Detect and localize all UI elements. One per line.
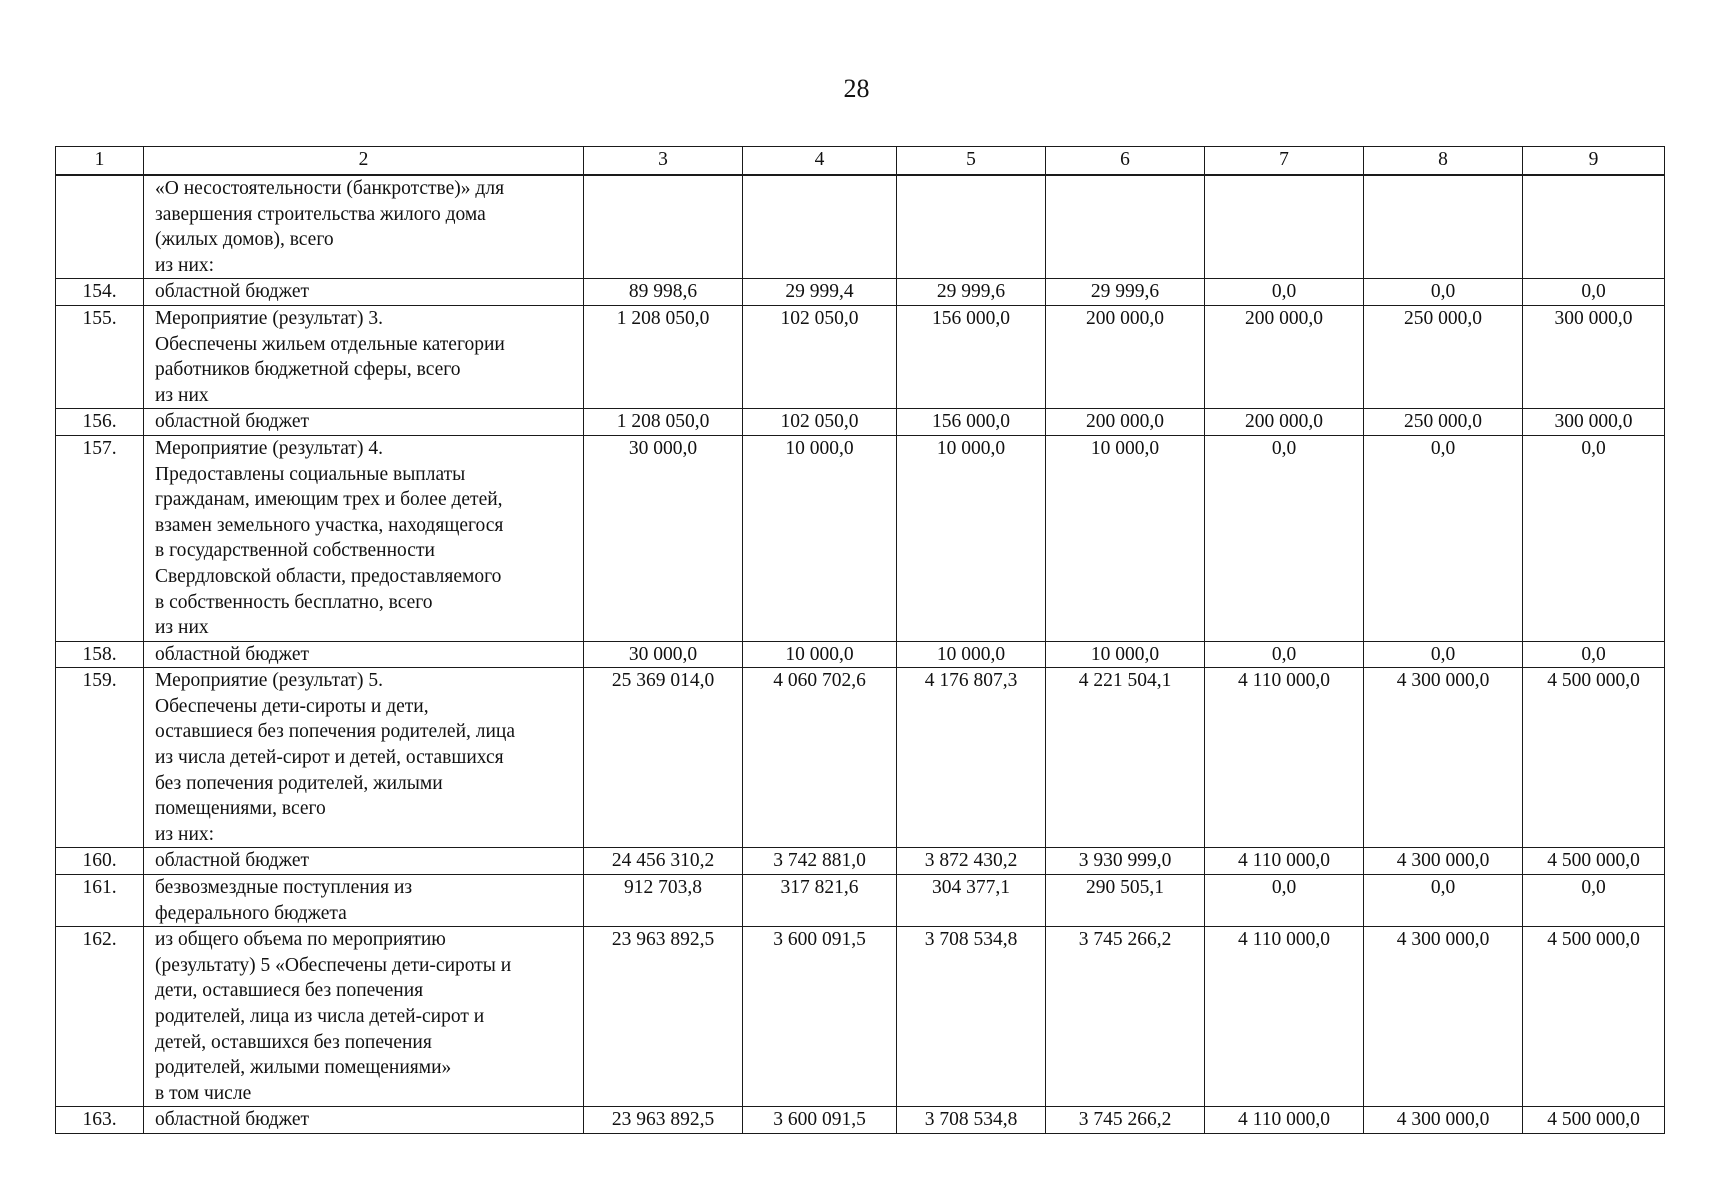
row-number: 161.: [56, 875, 144, 927]
description-line: родителей, лица из числа детей-сирот и: [155, 1006, 485, 1027]
value-cell-col-3: 1 208 050,0: [584, 409, 743, 436]
value-cell-col-9: 0,0: [1523, 279, 1665, 306]
value-cell-col-8: 4 300 000,0: [1364, 848, 1523, 875]
value-cell-col-3: [584, 175, 743, 279]
value-cell-col-9: 300 000,0: [1523, 409, 1665, 436]
value-cell-col-9: 4 500 000,0: [1523, 927, 1665, 1107]
description-line: в государственной собственности: [155, 540, 435, 562]
description-line: федерального бюджета: [155, 902, 347, 924]
value-cell-col-4: [743, 175, 897, 279]
value-cell-col-4: 3 600 091,5: [743, 1107, 897, 1134]
value-cell-col-6: [1046, 175, 1205, 279]
description-line: из них: [155, 384, 209, 406]
value-cell-col-7: 0,0: [1205, 279, 1364, 306]
value-cell-col-5: 10 000,0: [897, 641, 1046, 668]
value-cell-col-8: 4 300 000,0: [1364, 1107, 1523, 1134]
value-cell-col-6: 3 745 266,2: [1046, 927, 1205, 1107]
value-cell-col-9: 0,0: [1523, 435, 1665, 641]
column-header: 8: [1364, 147, 1523, 176]
value-cell-col-5: 156 000,0: [897, 409, 1046, 436]
value-cell-col-8: 0,0: [1364, 641, 1523, 668]
value-cell-col-7: 4 110 000,0: [1205, 1107, 1364, 1134]
value-cell-col-3: 23 963 892,5: [584, 1107, 743, 1134]
budget-table: [55, 146, 1665, 1134]
value-cell-col-7: 200 000,0: [1205, 409, 1364, 436]
value-cell-col-9: 4 500 000,0: [1523, 848, 1665, 875]
description-line: областной бюджет: [155, 1109, 310, 1131]
row-description: [144, 1107, 584, 1134]
row-number: 163.: [56, 1107, 144, 1134]
table-row: [56, 1107, 1665, 1134]
description-line: Свердловской области, предоставляемого: [155, 565, 502, 587]
row-description: [144, 641, 584, 668]
description-line: Мероприятие (результат) 3.: [155, 307, 383, 329]
row-description: [144, 279, 584, 306]
row-number: 157.: [56, 435, 144, 641]
value-cell-col-6: 3 930 999,0: [1046, 848, 1205, 875]
row-description: [144, 305, 584, 408]
description-line: безвозмездные поступления из: [155, 877, 413, 899]
description-line: в том числе: [155, 1082, 252, 1104]
description-line: Обеспечены дети-сироты и дети,: [155, 695, 429, 717]
value-cell-col-3: 1 208 050,0: [584, 305, 743, 408]
value-cell-col-7: 0,0: [1205, 875, 1364, 927]
column-header: 1: [56, 147, 144, 176]
row-number: 156.: [56, 409, 144, 436]
value-cell-col-6: 290 505,1: [1046, 875, 1205, 927]
page-number: 28: [843, 74, 870, 103]
value-cell-col-7: 200 000,0: [1205, 305, 1364, 408]
column-header: 4: [743, 147, 897, 176]
row-description: [144, 875, 584, 927]
description-line: дети, оставшиеся без попечения: [155, 980, 424, 1002]
table-row: [56, 875, 1665, 927]
row-description: [144, 927, 584, 1107]
description-line: из общего объема по мероприятию: [155, 929, 446, 951]
table-row: [56, 409, 1665, 436]
value-cell-col-5: [897, 175, 1046, 279]
value-cell-col-7: 4 110 000,0: [1205, 848, 1364, 875]
description-line: взамен земельного участка, находящегося: [155, 514, 504, 536]
value-cell-col-7: 0,0: [1205, 435, 1364, 641]
row-number: 154.: [56, 279, 144, 306]
value-cell-col-7: 4 110 000,0: [1205, 668, 1364, 848]
value-cell-col-6: 10 000,0: [1046, 641, 1205, 668]
value-cell-col-5: 29 999,6: [897, 279, 1046, 306]
table-row: [56, 641, 1665, 668]
value-cell-col-6: 3 745 266,2: [1046, 1107, 1205, 1134]
row-description: [144, 668, 584, 848]
value-cell-col-9: [1523, 175, 1665, 279]
value-cell-col-4: 10 000,0: [743, 435, 897, 641]
column-header: 5: [897, 147, 1046, 176]
row-description: [144, 409, 584, 436]
value-cell-col-6: 4 221 504,1: [1046, 668, 1205, 848]
description-line: помещениями, всего: [155, 798, 326, 820]
value-cell-col-3: 24 456 310,2: [584, 848, 743, 875]
description-line: областной бюджет: [155, 411, 310, 433]
description-line: «О несостоятельности (банкротстве)» для: [155, 178, 505, 199]
value-cell-col-3: 30 000,0: [584, 641, 743, 668]
description-line: без попечения родителей, жилыми: [155, 772, 443, 794]
value-cell-col-8: 4 300 000,0: [1364, 927, 1523, 1107]
row-number: 160.: [56, 848, 144, 875]
description-line: работников бюджетной сферы, всего: [155, 359, 461, 381]
description-line: из числа детей-сирот и детей, оставшихся: [155, 747, 504, 769]
value-cell-col-7: 0,0: [1205, 641, 1364, 668]
value-cell-col-9: 300 000,0: [1523, 305, 1665, 408]
row-number: 158.: [56, 641, 144, 668]
description-line: Обеспечены жильем отдельные категории: [155, 333, 505, 355]
description-line: Мероприятие (результат) 5.: [155, 670, 383, 692]
value-cell-col-3: 25 369 014,0: [584, 668, 743, 848]
description-line: Мероприятие (результат) 4.: [155, 437, 383, 459]
value-cell-col-8: 250 000,0: [1364, 305, 1523, 408]
table-row: [56, 305, 1665, 408]
table-row: [56, 668, 1665, 848]
row-number: [56, 175, 144, 279]
row-description: [144, 848, 584, 875]
description-line: из них:: [155, 254, 215, 276]
column-number-row: [56, 147, 1665, 176]
value-cell-col-5: 4 176 807,3: [897, 668, 1046, 848]
column-header: 6: [1046, 147, 1205, 176]
value-cell-col-9: 4 500 000,0: [1523, 1107, 1665, 1134]
value-cell-col-6: 10 000,0: [1046, 435, 1205, 641]
value-cell-col-3: 30 000,0: [584, 435, 743, 641]
table-row: [56, 279, 1665, 306]
value-cell-col-7: [1205, 175, 1364, 279]
value-cell-col-9: 0,0: [1523, 641, 1665, 668]
value-cell-col-9: 0,0: [1523, 875, 1665, 927]
column-header: 2: [144, 147, 584, 176]
table-row: [56, 435, 1665, 641]
value-cell-col-4: 102 050,0: [743, 409, 897, 436]
value-cell-col-5: 10 000,0: [897, 435, 1046, 641]
column-header: 9: [1523, 147, 1665, 176]
row-number: 159.: [56, 668, 144, 848]
value-cell-col-8: 250 000,0: [1364, 409, 1523, 436]
value-cell-col-4: 317 821,6: [743, 875, 897, 927]
value-cell-col-3: 23 963 892,5: [584, 927, 743, 1107]
value-cell-col-6: 29 999,6: [1046, 279, 1205, 306]
description-line: родителей, жилыми помещениями»: [155, 1057, 452, 1079]
description-line: гражданам, имеющим трех и более детей,: [155, 489, 503, 511]
description-line: в собственность бесплатно, всего: [155, 591, 433, 613]
table-row: [56, 927, 1665, 1107]
row-description: [144, 175, 584, 279]
table-body: [56, 147, 1665, 1134]
value-cell-col-5: 156 000,0: [897, 305, 1046, 408]
value-cell-col-8: 0,0: [1364, 435, 1523, 641]
description-line: Предоставлены социальные выплаты: [155, 463, 466, 485]
value-cell-col-8: 0,0: [1364, 875, 1523, 927]
table-row: [56, 175, 1665, 279]
value-cell-col-6: 200 000,0: [1046, 305, 1205, 408]
value-cell-col-5: 3 708 534,8: [897, 927, 1046, 1107]
value-cell-col-9: 4 500 000,0: [1523, 668, 1665, 848]
description-line: (жилых домов), всего: [155, 229, 334, 251]
description-line: из них: [155, 617, 209, 639]
value-cell-col-6: 200 000,0: [1046, 409, 1205, 436]
description-line: оставшиеся без попечения родителей, лица: [155, 721, 516, 743]
value-cell-col-4: 10 000,0: [743, 641, 897, 668]
row-number: 162.: [56, 927, 144, 1107]
value-cell-col-7: 4 110 000,0: [1205, 927, 1364, 1107]
value-cell-col-4: 3 600 091,5: [743, 927, 897, 1107]
row-description: [144, 435, 584, 641]
description-line: из них:: [155, 823, 215, 845]
value-cell-col-5: 304 377,1: [897, 875, 1046, 927]
description-line: завершения строительства жилого дома: [155, 203, 486, 225]
description-line: областной бюджет: [155, 643, 310, 665]
value-cell-col-5: 3 708 534,8: [897, 1107, 1046, 1134]
row-number: 155.: [56, 305, 144, 408]
column-header: 7: [1205, 147, 1364, 176]
value-cell-col-8: 4 300 000,0: [1364, 668, 1523, 848]
description-line: областной бюджет: [155, 850, 310, 872]
table-row: [56, 848, 1665, 875]
description-line: детей, оставшихся без попечения: [155, 1031, 432, 1053]
value-cell-col-4: 29 999,4: [743, 279, 897, 306]
description-line: областной бюджет: [155, 281, 310, 303]
value-cell-col-3: 89 998,6: [584, 279, 743, 306]
value-cell-col-3: 912 703,8: [584, 875, 743, 927]
value-cell-col-8: 0,0: [1364, 279, 1523, 306]
description-line: (результату) 5 «Обеспечены дети-сироты и: [155, 954, 512, 976]
value-cell-col-4: 4 060 702,6: [743, 668, 897, 848]
value-cell-col-4: 102 050,0: [743, 305, 897, 408]
value-cell-col-8: [1364, 175, 1523, 279]
column-header: 3: [584, 147, 743, 176]
value-cell-col-4: 3 742 881,0: [743, 848, 897, 875]
value-cell-col-5: 3 872 430,2: [897, 848, 1046, 875]
